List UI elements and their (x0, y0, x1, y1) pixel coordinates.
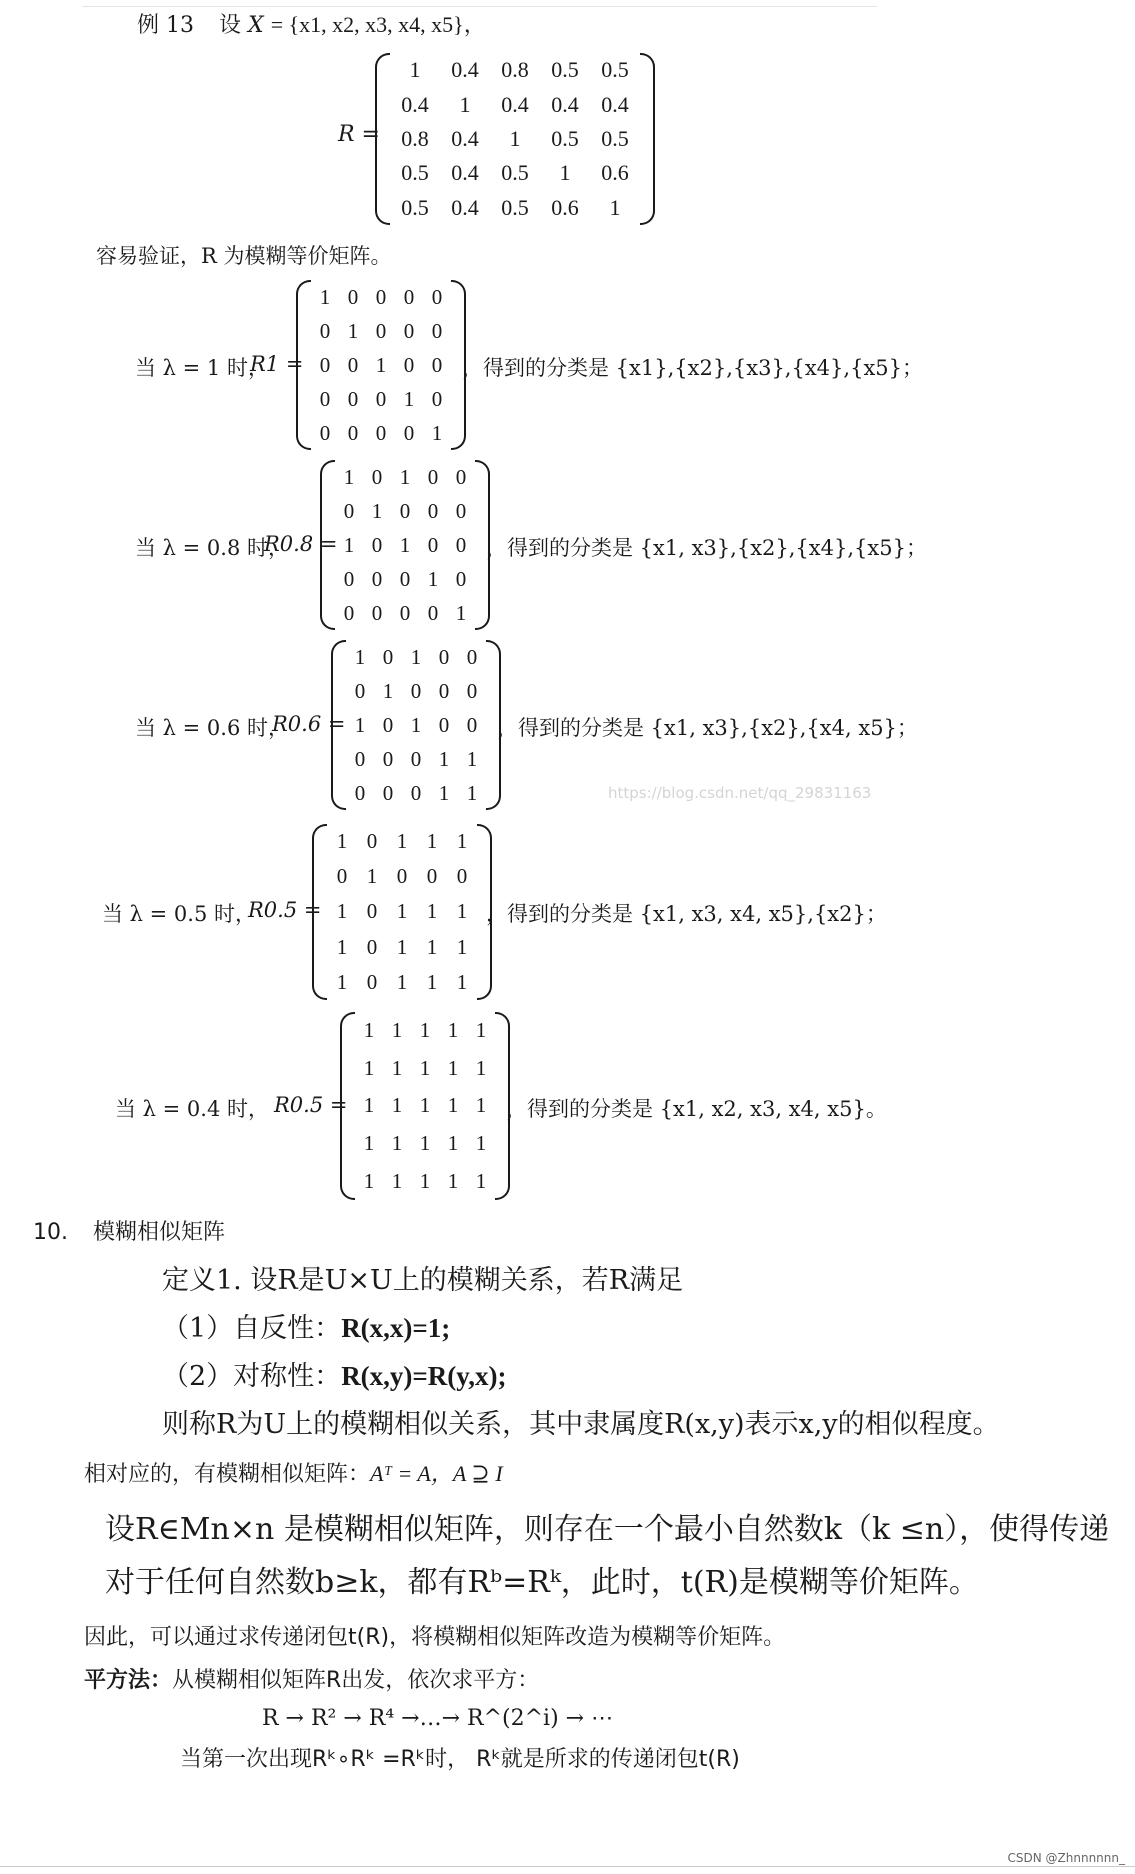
matrix-cell: 1 (354, 644, 366, 669)
matrix-cell: 0.6 (601, 160, 629, 186)
matrix-cell: 1 (559, 160, 571, 186)
matrix-cell: 0 (431, 318, 443, 343)
matrix-cell: 0 (403, 318, 415, 343)
matrix-cell: 0 (366, 829, 378, 854)
matrix-cell: 0 (382, 780, 394, 805)
matrix-cell: 1 (475, 1018, 487, 1043)
matrix-cell: 0 (403, 352, 415, 377)
correspond-line (84, 1457, 503, 1488)
matrix-cell: 1 (336, 899, 348, 924)
item1-formula: R(x,x)=1; (341, 1313, 451, 1343)
cut-1-matrix (296, 280, 466, 450)
matrix-cell: 1 (403, 386, 415, 411)
matrix-cell: 0.4 (451, 160, 479, 186)
matrix-cell: 1 (363, 1018, 375, 1043)
matrix-cell: 1 (419, 1168, 431, 1193)
definition-item2 (162, 1354, 507, 1393)
matrix-cell: 0 (319, 352, 331, 377)
matrix-cell: 0.5 (601, 125, 629, 151)
item1-label: （1）自反性： (162, 1313, 342, 1344)
matrix-cell: 1 (447, 1093, 459, 1118)
matrix-cell: 0 (427, 600, 439, 625)
matrix-cell: 0 (455, 566, 467, 591)
matrix-cell: 0.4 (401, 91, 429, 117)
correspond-text: 相对应的，有模糊相似矩阵： (84, 1462, 371, 1487)
square-method-label: 平方法： (84, 1668, 173, 1693)
definition-line1: 定义1. 设R是U×U上的模糊关系，若R满足 (162, 1265, 684, 1296)
matrix-cell: 0 (427, 464, 439, 489)
matrix-cell: 1 (456, 899, 468, 924)
item2-formula: R(x,y)=R(y,x); (341, 1361, 507, 1391)
r-matrix-lhs: R = (338, 122, 380, 147)
matrix-cell: 0 (431, 352, 443, 377)
matrix-cell: 0.5 (601, 57, 629, 83)
left-bracket (340, 1012, 355, 1200)
cut-1-result: ，得到的分类是 {x1},{x2},{x3},{x4},{x5}； (462, 356, 924, 380)
theorem-line1: 设R∈Mn×n 是模糊相似矩阵，则存在一个最小自然数k（k ≤n），使得传递 (105, 1512, 1110, 1547)
matrix-cell: 0 (396, 864, 408, 889)
matrix-cell: 0 (354, 746, 366, 771)
example-label: 例 13 (137, 13, 194, 38)
matrix-cell: 1 (347, 318, 359, 343)
matrix-cell: 1 (475, 1093, 487, 1118)
matrix-cell: 0.5 (551, 125, 579, 151)
matrix-cell: 1 (509, 125, 521, 151)
matrix-cell: 0.4 (451, 57, 479, 83)
matrix-cell: 1 (427, 566, 439, 591)
cut-5-result: ，得到的分类是 {x1, x2, x3, x4, x5}。 (506, 1097, 887, 1121)
matrix-cell: 1 (455, 600, 467, 625)
theorem-line2: 对于任何自然数b≥k，都有Rᵇ=Rᵏ，此时，t(R)是模糊等价矩阵。 (105, 1565, 979, 1600)
matrix-cell: 0.4 (551, 91, 579, 117)
matrix-cell: 0.8 (501, 57, 529, 83)
cut-4-lhs: R0.5 = (248, 898, 322, 922)
therefore-text: 因此，可以通过求传递闭包t(R)，将模糊相似矩阵改造为模糊等价矩阵。 (84, 1625, 786, 1650)
matrix-cell: 0 (371, 566, 383, 591)
matrix-cell: 1 (456, 969, 468, 994)
matrix-cell: 1 (396, 969, 408, 994)
cut-5-lhs: R0.5 = (274, 1093, 348, 1117)
matrix-cell: 0 (343, 600, 355, 625)
cut-1-lhs: R1 = (250, 352, 304, 376)
matrix-cell: 1 (371, 498, 383, 523)
matrix-cell: 1 (410, 644, 422, 669)
section-title: 模糊相似矩阵 (93, 1220, 226, 1245)
matrix-cell: 0 (375, 318, 387, 343)
matrix-cell: 0 (366, 934, 378, 959)
matrix-cell: 1 (447, 1131, 459, 1156)
matrix-cell: 0 (427, 532, 439, 557)
matrix-cell: 0 (366, 899, 378, 924)
left-bracket (320, 460, 335, 630)
matrix-cell: 1 (459, 91, 471, 117)
definition-conclusion: 则称R为U上的模糊相似关系，其中隶属度R(x,y)表示x,y的相似程度。 (162, 1409, 1000, 1440)
matrix-cell: 0 (319, 386, 331, 411)
matrix-cell: 0 (371, 464, 383, 489)
matrix-cell: 0.5 (501, 160, 529, 186)
matrix-cell: 0 (456, 864, 468, 889)
sequence-formula: R → R² → R⁴ →…→ R^(2^i) → ⋯ (262, 1706, 614, 1731)
matrix-cell: 0 (399, 498, 411, 523)
matrix-cell: 0.5 (551, 57, 579, 83)
matrix-cell: 0 (366, 969, 378, 994)
matrix-cell: 0 (455, 464, 467, 489)
matrix-cell: 0 (455, 498, 467, 523)
matrix-cell: 0 (375, 386, 387, 411)
matrix-cell: 1 (419, 1131, 431, 1156)
matrix-cell: 1 (354, 712, 366, 737)
matrix-cell: 1 (363, 1055, 375, 1080)
cut-3-lhs: R0.6 = (272, 712, 346, 736)
example-set-end: ， (463, 13, 486, 38)
matrix-cell: 0 (347, 420, 359, 445)
first-time-text: 当第一次出现Rᵏ∘Rᵏ =Rᵏ时， Rᵏ就是所求的传递闭包t(R) (180, 1747, 740, 1772)
matrix-cell: 1 (363, 1168, 375, 1193)
cut-4-matrix (312, 824, 492, 1000)
matrix-cell: 1 (466, 746, 478, 771)
matrix-cell: 1 (419, 1093, 431, 1118)
matrix-cell: 1 (447, 1168, 459, 1193)
matrix-cell: 1 (456, 829, 468, 854)
matrix-cell: 1 (391, 1168, 403, 1193)
matrix-cell: 0.5 (501, 194, 529, 220)
matrix-cell: 0 (371, 600, 383, 625)
matrix-cell: 0 (466, 678, 478, 703)
cut-3-result: ，得到的分类是 {x1, x3},{x2},{x4, x5}； (497, 716, 918, 740)
square-method (84, 1663, 539, 1694)
example-set-expr: = {x1, x2, x3, x4, x5} (270, 12, 464, 37)
matrix-cell: 0 (347, 386, 359, 411)
matrix-cell: 0 (403, 420, 415, 445)
matrix-cell: 1 (438, 746, 450, 771)
matrix-cell: 0 (426, 864, 438, 889)
matrix-cell: 1 (475, 1055, 487, 1080)
matrix-cell: 0.4 (601, 91, 629, 117)
matrix-cell: 1 (447, 1055, 459, 1080)
square-method-text: 从模糊相似矩阵R出发，依次求平方： (172, 1668, 540, 1693)
matrix-cell: 0 (438, 644, 450, 669)
matrix-cell: 0 (343, 498, 355, 523)
cut-5-matrix (340, 1012, 510, 1200)
matrix-cell: 0 (354, 678, 366, 703)
matrix-cell: 1 (396, 829, 408, 854)
cut-2-lhs: R0.8 = (264, 532, 338, 556)
matrix-cell: 0 (382, 712, 394, 737)
matrix-cell: 1 (447, 1018, 459, 1043)
matrix-cell: 0 (427, 498, 439, 523)
matrix-cell: 0 (431, 284, 443, 309)
cut-3-when: 当 λ = 0.6 时， (135, 716, 290, 740)
matrix-cell: 0 (375, 420, 387, 445)
matrix-cell: 0 (319, 318, 331, 343)
matrix-cell: 1 (438, 780, 450, 805)
matrix-cell: 1 (343, 464, 355, 489)
matrix-cell: 1 (363, 1131, 375, 1156)
matrix-cell: 0 (466, 644, 478, 669)
matrix-cell: 0 (382, 746, 394, 771)
section-number: 10. (33, 1220, 68, 1245)
matrix-cell: 1 (609, 194, 621, 220)
cut-2-when: 当 λ = 0.8 时， (135, 536, 290, 560)
matrix-cell: 1 (363, 1093, 375, 1118)
matrix-cell: 0.5 (401, 160, 429, 186)
matrix-cell: 1 (319, 284, 331, 309)
matrix-cell: 0 (438, 678, 450, 703)
matrix-cell: 1 (336, 829, 348, 854)
matrix-cell: 0 (343, 566, 355, 591)
cut-1-when: 当 λ = 1 时， (135, 356, 269, 380)
left-bracket (331, 640, 346, 810)
matrix-cell: 1 (426, 934, 438, 959)
matrix-cell: 1 (396, 899, 408, 924)
matrix-cell: 1 (431, 420, 443, 445)
correspond-formula: Aᵀ = A，A ⊇ I (370, 1461, 503, 1486)
example-set-prefix: 设 (219, 13, 242, 38)
matrix-cell: 0.5 (401, 194, 429, 220)
matrix-cell: 1 (396, 934, 408, 959)
matrix-cell: 1 (366, 864, 378, 889)
matrix-cell: 0.6 (551, 194, 579, 220)
left-bracket (375, 53, 390, 225)
matrix-cell: 1 (419, 1018, 431, 1043)
matrix-cell: 1 (409, 57, 421, 83)
matrix-cell: 0 (347, 352, 359, 377)
matrix-cell: 1 (375, 352, 387, 377)
matrix-cell: 0 (438, 712, 450, 737)
matrix-cell: 0 (336, 864, 348, 889)
watermark: https://blog.csdn.net/qq_29831163 (608, 784, 872, 802)
matrix-cell: 0 (455, 532, 467, 557)
matrix-cell: 1 (391, 1055, 403, 1080)
cut-2-result: ，得到的分类是 {x1, x3},{x2},{x4},{x5}； (486, 536, 927, 560)
matrix-cell: 1 (466, 780, 478, 805)
cut-3-matrix (331, 640, 501, 810)
r-matrix (375, 53, 655, 225)
cut-5-when: 当 λ = 0.4 时， (115, 1097, 270, 1121)
matrix-cell: 0 (371, 532, 383, 557)
matrix-cell: 1 (426, 899, 438, 924)
matrix-cell: 0 (399, 600, 411, 625)
definition-item1 (162, 1306, 450, 1345)
top-divider (82, 6, 877, 7)
matrix-cell: 1 (399, 464, 411, 489)
matrix-cell: 1 (391, 1018, 403, 1043)
cut-2-matrix (320, 460, 490, 630)
matrix-cell: 1 (382, 678, 394, 703)
matrix-cell: 1 (391, 1093, 403, 1118)
matrix-cell: 1 (336, 969, 348, 994)
matrix-cell: 0 (319, 420, 331, 445)
matrix-cell: 1 (399, 532, 411, 557)
matrix-cell: 0 (410, 780, 422, 805)
example-set-var: X (248, 13, 264, 38)
matrix-cell: 1 (456, 934, 468, 959)
matrix-cell: 0 (431, 386, 443, 411)
left-bracket (296, 280, 311, 450)
matrix-cell: 1 (391, 1131, 403, 1156)
matrix-cell: 0 (410, 678, 422, 703)
matrix-cell: 0 (347, 284, 359, 309)
bottom-divider (0, 1866, 1135, 1867)
matrix-cell: 0.4 (451, 194, 479, 220)
footer-credit: CSDN @Zhnnnnnn_ (1007, 1851, 1125, 1865)
matrix-cell: 0 (375, 284, 387, 309)
matrix-cell: 0 (466, 712, 478, 737)
matrix-cell: 0 (403, 284, 415, 309)
matrix-cell: 1 (343, 532, 355, 557)
matrix-cell: 0 (399, 566, 411, 591)
matrix-cell: 1 (426, 969, 438, 994)
matrix-cell: 1 (419, 1055, 431, 1080)
right-bracket (640, 53, 655, 225)
verify-text: 容易验证，R 为模糊等价矩阵。 (96, 244, 392, 268)
matrix-cell: 0.4 (451, 125, 479, 151)
matrix-cell: 1 (475, 1131, 487, 1156)
matrix-cell: 0.4 (501, 91, 529, 117)
item2-label: （2）对称性： (162, 1361, 342, 1392)
cut-4-result: ，得到的分类是 {x1, x3, x4, x5},{x2}； (486, 902, 887, 926)
matrix-cell: 0.8 (401, 125, 429, 151)
matrix-cell: 1 (426, 829, 438, 854)
section-heading (33, 1215, 225, 1246)
left-bracket (312, 824, 327, 1000)
example-header (137, 8, 486, 39)
matrix-cell: 0 (410, 746, 422, 771)
matrix-cell: 1 (475, 1168, 487, 1193)
matrix-cell: 0 (382, 644, 394, 669)
matrix-cell: 1 (336, 934, 348, 959)
cut-4-when: 当 λ = 0.5 时， (102, 902, 257, 926)
matrix-cell: 1 (410, 712, 422, 737)
matrix-cell: 0 (354, 780, 366, 805)
